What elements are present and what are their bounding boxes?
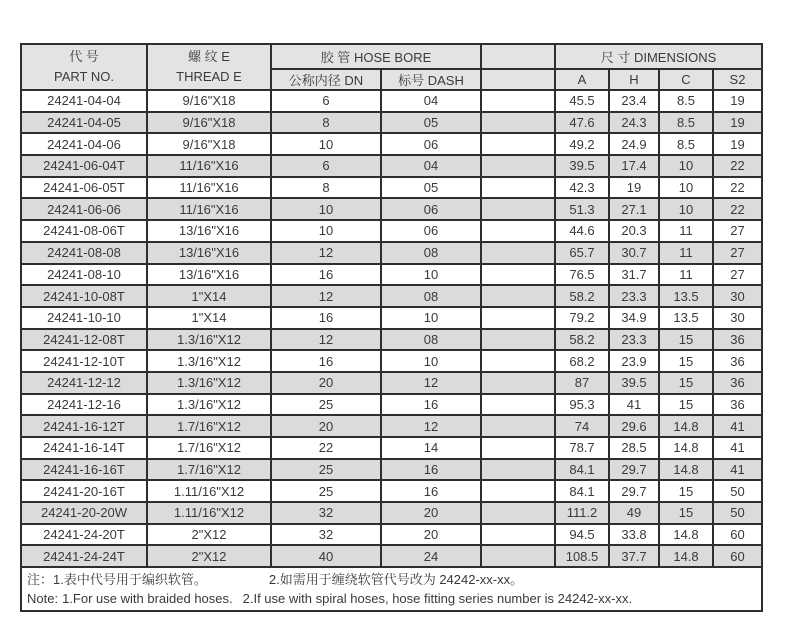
cell-thread-e: 1.7/16"X12 [147, 459, 271, 481]
col-header-h: H [609, 69, 659, 90]
cell-thread-e: 13/16"X16 [147, 264, 271, 286]
cell-thread-e: 1.7/16"X12 [147, 415, 271, 437]
cell-dn: 10 [271, 220, 381, 242]
cell-dash: 06 [381, 133, 481, 155]
cell-dim-h: 28.5 [609, 437, 659, 459]
cell-dim-c: 14.8 [659, 524, 713, 546]
cell-part-no: 24241-06-05T [21, 177, 147, 199]
cell-dn: 12 [271, 285, 381, 307]
cell-dim-s2: 30 [713, 285, 762, 307]
cell-spacer [481, 437, 555, 459]
cell-part-no: 24241-10-10 [21, 307, 147, 329]
cell-part-no: 24241-12-12 [21, 372, 147, 394]
cell-dn: 20 [271, 415, 381, 437]
col-group-header-dimensions: 尺 寸 DIMENSIONS [555, 44, 762, 69]
cell-dim-h: 23.4 [609, 90, 659, 112]
cell-part-no: 24241-24-24T [21, 545, 147, 567]
table-row [21, 264, 762, 286]
cell-dash: 12 [381, 372, 481, 394]
hose-fitting-spec-table [20, 43, 763, 612]
cell-thread-e: 9/16"X18 [147, 112, 271, 134]
header-row-1 [21, 44, 762, 69]
cell-dim-s2: 60 [713, 545, 762, 567]
cell-thread-e: 1.7/16"X12 [147, 437, 271, 459]
cell-spacer [481, 394, 555, 416]
table-row [21, 350, 762, 372]
cell-dim-h: 37.7 [609, 545, 659, 567]
cell-dn: 22 [271, 437, 381, 459]
cell-part-no: 24241-12-10T [21, 350, 147, 372]
cell-dn: 16 [271, 350, 381, 372]
cell-dim-s2: 19 [713, 133, 762, 155]
cell-dash: 16 [381, 394, 481, 416]
cell-dim-a: 42.3 [555, 177, 609, 199]
table-row [21, 90, 762, 112]
cell-dn: 8 [271, 112, 381, 134]
cell-spacer [481, 415, 555, 437]
thread-e-label-zh: 螺 纹 E [188, 48, 230, 64]
cell-spacer [481, 155, 555, 177]
cell-dim-s2: 36 [713, 329, 762, 351]
cell-dim-h: 33.8 [609, 524, 659, 546]
note-line-zh [27, 570, 756, 589]
cell-dim-h: 24.3 [609, 112, 659, 134]
cell-dn: 12 [271, 242, 381, 264]
cell-dn: 20 [271, 372, 381, 394]
table-row [21, 545, 762, 567]
cell-dim-s2: 19 [713, 90, 762, 112]
cell-dim-a: 47.6 [555, 112, 609, 134]
cell-dim-a: 79.2 [555, 307, 609, 329]
notes-cell [21, 567, 762, 611]
cell-dim-a: 44.6 [555, 220, 609, 242]
cell-spacer [481, 220, 555, 242]
cell-part-no: 24241-08-06T [21, 220, 147, 242]
cell-dim-a: 84.1 [555, 480, 609, 502]
cell-thread-e: 2"X12 [147, 545, 271, 567]
cell-dash: 10 [381, 307, 481, 329]
cell-part-no: 24241-04-05 [21, 112, 147, 134]
table-footer [21, 567, 762, 611]
table-row [21, 177, 762, 199]
cell-dim-h: 31.7 [609, 264, 659, 286]
cell-dn: 10 [271, 198, 381, 220]
table-row [21, 394, 762, 416]
cell-dash: 14 [381, 437, 481, 459]
cell-dim-c: 8.5 [659, 112, 713, 134]
cell-dn: 32 [271, 502, 381, 524]
table-row [21, 415, 762, 437]
cell-dn: 16 [271, 264, 381, 286]
cell-dim-s2: 27 [713, 264, 762, 286]
cell-thread-e: 1.11/16"X12 [147, 480, 271, 502]
cell-dim-s2: 41 [713, 415, 762, 437]
cell-dim-c: 10 [659, 198, 713, 220]
cell-dim-a: 74 [555, 415, 609, 437]
cell-thread-e: 11/16"X16 [147, 177, 271, 199]
cell-dim-h: 23.9 [609, 350, 659, 372]
table-row [21, 285, 762, 307]
cell-dim-c: 8.5 [659, 133, 713, 155]
note-en-item1: 1.For use with braided hoses. [62, 591, 233, 607]
cell-dim-s2: 36 [713, 372, 762, 394]
table-row [21, 524, 762, 546]
cell-dim-s2: 22 [713, 198, 762, 220]
cell-dim-h: 39.5 [609, 372, 659, 394]
note-en-prefix: Note: [27, 591, 59, 607]
cell-dash: 06 [381, 220, 481, 242]
cell-dim-c: 11 [659, 264, 713, 286]
cell-thread-e: 13/16"X16 [147, 220, 271, 242]
cell-dn: 6 [271, 155, 381, 177]
cell-dim-a: 84.1 [555, 459, 609, 481]
cell-dim-h: 29.6 [609, 415, 659, 437]
col-header-part-no [21, 44, 147, 90]
col-group-header-hose-bore: 胶 管 HOSE BORE [271, 44, 481, 69]
table-row [21, 242, 762, 264]
note-zh-item2: 2.如需用于缠绕软管代号改为 24242-xx-xx。 [268, 572, 524, 588]
cell-dim-a: 78.7 [555, 437, 609, 459]
cell-part-no: 24241-06-04T [21, 155, 147, 177]
cell-dim-h: 34.9 [609, 307, 659, 329]
cell-part-no: 24241-24-20T [21, 524, 147, 546]
cell-dim-c: 8.5 [659, 90, 713, 112]
cell-dash: 24 [381, 545, 481, 567]
cell-dim-c: 13.5 [659, 307, 713, 329]
cell-spacer [481, 90, 555, 112]
cell-dim-s2: 27 [713, 242, 762, 264]
cell-spacer [481, 459, 555, 481]
table-row [21, 155, 762, 177]
col-header-s2: S2 [713, 69, 762, 90]
cell-dash: 06 [381, 198, 481, 220]
notes-row [21, 567, 762, 611]
cell-dim-c: 15 [659, 502, 713, 524]
cell-dim-s2: 27 [713, 220, 762, 242]
table-row [21, 198, 762, 220]
cell-dash: 20 [381, 524, 481, 546]
cell-thread-e: 13/16"X16 [147, 242, 271, 264]
cell-thread-e: 2"X12 [147, 524, 271, 546]
cell-dim-a: 94.5 [555, 524, 609, 546]
cell-dim-s2: 36 [713, 350, 762, 372]
cell-dn: 16 [271, 307, 381, 329]
table-row [21, 480, 762, 502]
cell-dn: 8 [271, 177, 381, 199]
table-row [21, 220, 762, 242]
cell-dash: 16 [381, 459, 481, 481]
col-header-dash: 标号 DASH [381, 69, 481, 90]
cell-spacer [481, 198, 555, 220]
cell-part-no: 24241-16-12T [21, 415, 147, 437]
cell-dim-c: 10 [659, 155, 713, 177]
cell-spacer [481, 307, 555, 329]
cell-dim-a: 76.5 [555, 264, 609, 286]
cell-part-no: 24241-20-16T [21, 480, 147, 502]
cell-dim-a: 65.7 [555, 242, 609, 264]
cell-dash: 04 [381, 155, 481, 177]
cell-thread-e: 1.3/16"X12 [147, 394, 271, 416]
cell-dim-h: 24.9 [609, 133, 659, 155]
col-header-dn: 公称内径 DN [271, 69, 381, 90]
cell-dn: 10 [271, 133, 381, 155]
cell-dim-s2: 22 [713, 177, 762, 199]
cell-dash: 04 [381, 90, 481, 112]
table-row [21, 502, 762, 524]
col-header-thread-e [147, 44, 271, 90]
cell-dim-c: 15 [659, 480, 713, 502]
cell-spacer [481, 264, 555, 286]
cell-spacer [481, 545, 555, 567]
table-row [21, 329, 762, 351]
cell-dim-c: 15 [659, 372, 713, 394]
cell-dim-h: 19 [609, 177, 659, 199]
cell-dash: 10 [381, 350, 481, 372]
cell-dim-a: 58.2 [555, 329, 609, 351]
cell-dim-a: 58.2 [555, 285, 609, 307]
cell-dash: 05 [381, 177, 481, 199]
cell-spacer [481, 480, 555, 502]
cell-thread-e: 1.3/16"X12 [147, 329, 271, 351]
cell-dim-h: 49 [609, 502, 659, 524]
cell-part-no: 24241-12-08T [21, 329, 147, 351]
cell-spacer [481, 177, 555, 199]
cell-dim-c: 15 [659, 394, 713, 416]
cell-dim-c: 14.8 [659, 545, 713, 567]
cell-dim-a: 49.2 [555, 133, 609, 155]
cell-dim-a: 108.5 [555, 545, 609, 567]
cell-dim-a: 68.2 [555, 350, 609, 372]
cell-dash: 05 [381, 112, 481, 134]
cell-thread-e: 9/16"X18 [147, 133, 271, 155]
table-row [21, 112, 762, 134]
table-row [21, 307, 762, 329]
col-header-c: C [659, 69, 713, 90]
cell-spacer [481, 242, 555, 264]
cell-part-no: 24241-12-16 [21, 394, 147, 416]
cell-thread-e: 1.3/16"X12 [147, 350, 271, 372]
cell-dim-c: 14.8 [659, 415, 713, 437]
cell-spacer [481, 133, 555, 155]
cell-dim-h: 27.1 [609, 198, 659, 220]
cell-dim-h: 20.3 [609, 220, 659, 242]
cell-dn: 32 [271, 524, 381, 546]
cell-part-no: 24241-20-20W [21, 502, 147, 524]
part-no-label-en: PART NO. [54, 69, 114, 84]
table-row [21, 133, 762, 155]
cell-dash: 08 [381, 329, 481, 351]
cell-dim-a: 39.5 [555, 155, 609, 177]
cell-dash: 16 [381, 480, 481, 502]
cell-dn: 40 [271, 545, 381, 567]
cell-dim-a: 95.3 [555, 394, 609, 416]
cell-part-no: 24241-04-06 [21, 133, 147, 155]
cell-part-no: 24241-04-04 [21, 90, 147, 112]
cell-dash: 12 [381, 415, 481, 437]
table-row [21, 459, 762, 481]
spacer-header-cell-bottom [481, 69, 555, 90]
cell-dim-h: 30.7 [609, 242, 659, 264]
cell-dim-s2: 36 [713, 394, 762, 416]
cell-dash: 20 [381, 502, 481, 524]
cell-dim-a: 87 [555, 372, 609, 394]
note-en-item2: 2.If use with spiral hoses, hose fitting series number is 24242-xx-xx. [242, 591, 633, 607]
table-row [21, 437, 762, 459]
cell-dim-s2: 30 [713, 307, 762, 329]
cell-dash: 08 [381, 242, 481, 264]
cell-spacer [481, 285, 555, 307]
cell-dim-s2: 41 [713, 437, 762, 459]
cell-dim-s2: 50 [713, 480, 762, 502]
cell-thread-e: 1.11/16"X12 [147, 502, 271, 524]
cell-dash: 10 [381, 264, 481, 286]
cell-dim-a: 45.5 [555, 90, 609, 112]
cell-dn: 12 [271, 329, 381, 351]
cell-dim-s2: 19 [713, 112, 762, 134]
table-body [21, 90, 762, 567]
cell-dim-a: 51.3 [555, 198, 609, 220]
spacer-header-cell-top [481, 44, 555, 69]
table-header [21, 44, 762, 90]
cell-thread-e: 1"X14 [147, 285, 271, 307]
cell-dim-s2: 50 [713, 502, 762, 524]
part-no-label-zh: 代 号 [69, 48, 99, 64]
cell-dim-c: 11 [659, 220, 713, 242]
cell-spacer [481, 350, 555, 372]
cell-dim-c: 14.8 [659, 459, 713, 481]
cell-dn: 25 [271, 480, 381, 502]
catalog-sheet [20, 43, 763, 612]
cell-spacer [481, 112, 555, 134]
cell-thread-e: 11/16"X16 [147, 155, 271, 177]
cell-dim-c: 10 [659, 177, 713, 199]
cell-dim-s2: 41 [713, 459, 762, 481]
cell-spacer [481, 329, 555, 351]
cell-dim-h: 23.3 [609, 285, 659, 307]
cell-part-no: 24241-06-06 [21, 198, 147, 220]
cell-part-no: 24241-16-14T [21, 437, 147, 459]
cell-dim-h: 41 [609, 394, 659, 416]
cell-dn: 25 [271, 459, 381, 481]
cell-dn: 6 [271, 90, 381, 112]
cell-dn: 25 [271, 394, 381, 416]
cell-spacer [481, 502, 555, 524]
table-row [21, 372, 762, 394]
cell-dim-c: 15 [659, 329, 713, 351]
cell-dim-c: 14.8 [659, 437, 713, 459]
note-zh-item1: 1.表中代号用于编织软管。 [53, 572, 207, 588]
cell-dim-h: 29.7 [609, 480, 659, 502]
cell-thread-e: 9/16"X18 [147, 90, 271, 112]
cell-thread-e: 11/16"X16 [147, 198, 271, 220]
cell-dim-a: 111.2 [555, 502, 609, 524]
cell-dim-h: 17.4 [609, 155, 659, 177]
cell-dim-h: 29.7 [609, 459, 659, 481]
cell-spacer [481, 372, 555, 394]
cell-dim-s2: 60 [713, 524, 762, 546]
cell-dim-c: 11 [659, 242, 713, 264]
cell-dim-h: 23.3 [609, 329, 659, 351]
cell-part-no: 24241-16-16T [21, 459, 147, 481]
cell-thread-e: 1"X14 [147, 307, 271, 329]
cell-dim-c: 13.5 [659, 285, 713, 307]
cell-thread-e: 1.3/16"X12 [147, 372, 271, 394]
cell-spacer [481, 524, 555, 546]
cell-part-no: 24241-10-08T [21, 285, 147, 307]
col-header-a: A [555, 69, 609, 90]
note-zh-prefix: 注： [27, 572, 54, 588]
cell-part-no: 24241-08-10 [21, 264, 147, 286]
cell-dim-s2: 22 [713, 155, 762, 177]
cell-dim-c: 15 [659, 350, 713, 372]
cell-dash: 08 [381, 285, 481, 307]
cell-part-no: 24241-08-08 [21, 242, 147, 264]
note-line-en [27, 589, 756, 608]
thread-e-label-en: THREAD E [176, 69, 242, 84]
